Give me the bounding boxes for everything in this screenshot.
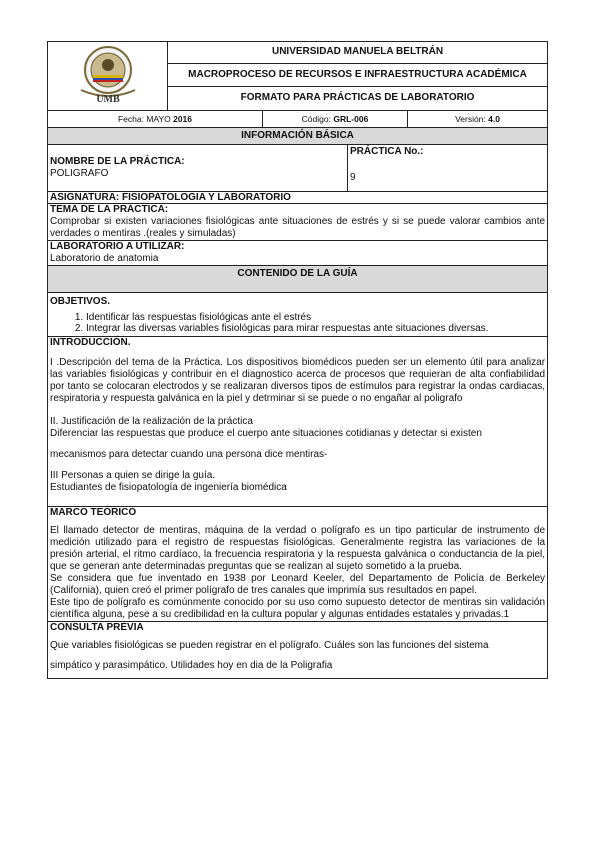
version-label: Versión:	[455, 114, 489, 124]
university-title: UNIVERSIDAD MANUELA BELTRÁN	[168, 42, 548, 64]
version-cell	[408, 111, 548, 128]
header-row-1	[48, 42, 548, 64]
content-band: CONTENIDO DE LA GUÍA	[48, 266, 548, 293]
version-value: 4.0	[488, 114, 500, 124]
intro-justification-title: II. Justificación de la realización de la práctica	[50, 416, 253, 427]
prior-row	[48, 622, 548, 679]
date-label: Fecha: MAYO	[117, 114, 174, 124]
practice-no: 9	[348, 167, 547, 191]
intro-justification-cont: mecanismos para detectar cuando una persona dice mentiras-	[50, 449, 328, 460]
intro-justification: Diferenciar las respuestas que produce el cuerpo ante situaciones cotidianas y detectar si existen	[50, 428, 482, 439]
prior-text-1: Que variables fisiológicas se pueden registrar en el polígrafo. Cuáles son las funciones del sistema	[50, 640, 489, 651]
practice-name: POLIGRAFO	[50, 168, 109, 179]
lab-text: Laboratorio de anatomia	[50, 253, 159, 264]
theory-cell	[48, 507, 548, 622]
prior-text-2: simpático y parasimpático. Utilidades hoy en dia de la Poligrafia	[50, 660, 333, 671]
basic-info-band-row	[48, 128, 548, 145]
logo-cell	[48, 42, 168, 111]
theory-paragraph-3: Este tipo de polígrafo es comúnmente conocido por su uso como supuesto detector de mentiras sin validación científica alguna, pese a su credibilidad en la cultura popular y algunas entidades estatales y privadas.1	[50, 597, 546, 620]
macroprocess-title: MACROPROCESO DE RECURSOS E INFRAESTRUCTURA ACADÉMICA	[168, 63, 548, 86]
objectives-label: OBJETIVOS.	[50, 296, 111, 307]
intro-description: I .Descripción del tema de la Práctica. Los dispositivos biomédicos pueden ser un elemento útil para analizar las variables fisiológicas y contribuir en el diagnostico acerca de procesos que requieran de alta confiabilidad por tanto se colocaran electrodos y se realizaran diversos tipos de estímulos para registrar la ondas cardiacas, respiratoria y respuesta galvánica en la piel y detrminar si se puede o no engañar al poligrafo	[50, 357, 546, 404]
intro-label: INTRODUCCIÓN.	[50, 337, 131, 348]
topic-row	[48, 204, 548, 241]
subject: ASIGNATURA: FISIOPATOLOGIA Y LABORATORIO	[48, 192, 548, 204]
objectives-list	[50, 312, 545, 334]
practice-no-cell	[348, 145, 548, 192]
code-label: Código:	[301, 114, 334, 124]
form-table	[47, 41, 548, 679]
lab-practice-form	[47, 41, 547, 679]
intro-audience-title: III Personas a quien se dirige la guía.	[50, 470, 216, 481]
subject-row	[48, 192, 548, 204]
code-cell	[263, 111, 408, 128]
intro-row	[48, 337, 548, 507]
objectives-cell	[48, 293, 548, 337]
lab-label: LABORATORIO A UTILIZAR:	[50, 241, 185, 252]
university-logo	[71, 42, 145, 106]
meta-row	[48, 111, 548, 128]
logo-text: UMB	[95, 94, 120, 105]
theory-row	[48, 507, 548, 622]
practice-name-cell	[48, 145, 348, 192]
lab-row	[48, 241, 548, 266]
format-title: FORMATO PARA PRÁCTICAS DE LABORATORIO	[168, 86, 548, 110]
intro-audience: Estudiantes de fisiopatología de ingeniería biomédica	[50, 482, 287, 493]
lab-cell	[48, 241, 548, 266]
topic-text: Comprobar si existen variaciones fisiológicas ante situaciones de estrés y si se puede valorar cambios ante verdades o mentiras .(reales y simuladas)	[50, 216, 546, 239]
date-value: 2016	[173, 114, 193, 124]
intro-cell	[48, 337, 548, 507]
objectives-row	[48, 293, 548, 337]
code-value: GRL-006	[333, 114, 369, 124]
date-cell	[48, 111, 263, 128]
objective-item: 2. Integrar las diversas variables fisiológicas para mirar respuestas ante situaciones diversas.	[86, 323, 545, 334]
objective-item: 1. Identificar las respuestas fisiológicas ante el estrés	[86, 312, 545, 323]
prior-cell	[48, 622, 548, 679]
theory-paragraph-1: El llamado detector de mentiras, máquina de la verdad o polígrafo es un tipo particular de instrumento de medición utilizado para el registro de respuestas fisiológicas. Generalmente registra las variaciones de la presión arterial, el ritmo cardíaco, la frecuencia respiratoria y la respuesta galvánica o conductancia de la piel, que se generan ante determinadas preguntas que se realizan al sujeto sometido a la prueba.	[50, 525, 546, 572]
practice-name-label: NOMBRE DE LA PRÁCTICA:	[50, 156, 185, 167]
theory-label: MARCO TEÓRICO	[50, 507, 137, 518]
topic-cell	[48, 204, 548, 241]
practice-row	[48, 145, 548, 192]
practice-no-label: PRÁCTICA No.:	[350, 146, 424, 157]
theory-paragraph-2: Se considera que fue inventado en 1938 por Leonard Keeler, del Departamento de Policía de Berkeley (California), quien creó el primer polígrafo de tres canales que imprimía sus resultados en papel.	[50, 573, 546, 596]
topic-label: TEMA DE LA PRÁCTICA:	[50, 204, 169, 215]
content-band-row	[48, 266, 548, 293]
prior-label: CONSULTA PREVIA	[50, 622, 144, 633]
basic-info-band: INFORMACIÓN BÁSICA	[48, 128, 548, 145]
